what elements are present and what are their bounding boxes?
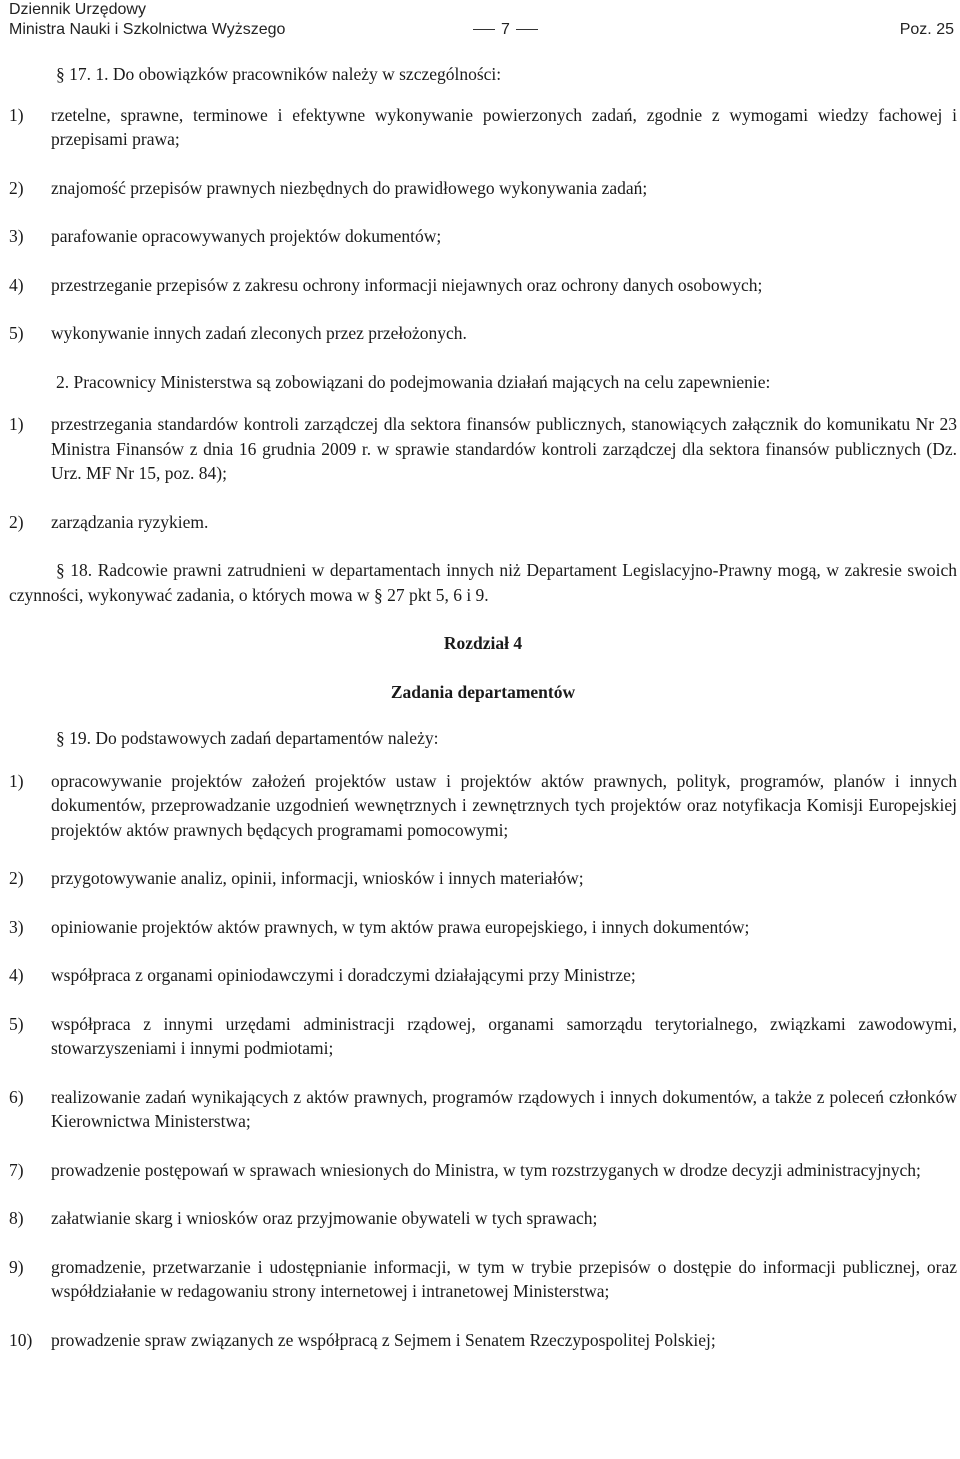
section-18: § 18. Radcowie prawni zatrudnieni w departamentach innych niż Departament Legislacyjno-Prawny mogą, w zakresie swoich czynności, wykonywać zadania, o których mowa w § 27 pkt 5, 6 i 9.: [9, 560, 957, 605]
list-item: 2) przygotowywanie analiz, opinii, informacji, wniosków i innych materiałów;: [9, 868, 584, 888]
list-item: 10) prowadzenie spraw związanych ze współpracą z Sejmem i Senatem Rzeczypospolitej Polskiej;: [9, 1329, 716, 1350]
list-item: 6) realizowanie zadań wynikających z aktów prawnych, programów rządowych i innych dokumentów, a także z poleceń członków Kierownictwa Ministerstwa;: [9, 1086, 957, 1131]
list-item: 5) wykonywanie innych zadań zleconych przez przełożonych.: [9, 323, 467, 343]
page-header: [9, 0, 954, 44]
issuer-name: Ministra Nauki i Szkolnictwa Wyższego: [9, 21, 286, 38]
list-item: 1) rzetelne, sprawne, terminowe i efektywne wykonywanie powierzonych zadań, zgodnie z wymogami wiedzy fachowej i przepisami prawa;: [9, 104, 957, 149]
list-item: 4) współpraca z organami opiniodawczymi i doradczymi działającymi przy Ministrze;: [9, 965, 636, 985]
list-item: 1) przestrzegania standardów kontroli zarządczej dla sektora finansów publicznych, stanowiących załącznik do komunikatu Nr 23 Ministra Finansów z dnia 16 grudnia 2009 r. w sprawie standardów kontroli zarządczej dla sektora finansów publicznych (Dz. Urz. MF Nr 15, poz. 84);: [9, 414, 957, 483]
list-item: 7) prowadzenie postępowań w sprawach wniesionych do Ministra, w tym rozstrzyganych w drodze decyzji administracyjnych;: [9, 1159, 921, 1180]
document-body: [9, 62, 957, 1352]
list-item: 2) znajomość przepisów prawnych niezbędnych do prawidłowego wykonywania zadań;: [9, 177, 648, 198]
section-17-paragraph-2: 2. Pracownicy Ministerstwa są zobowiązani do podejmowania działań mających na celu zapewnienie:: [56, 371, 771, 392]
section-19-heading: § 19. Do podstawowych zadań departamentów należy:: [56, 728, 439, 748]
journal-title: Dziennik Urzędowy: [9, 1, 146, 18]
page-number: 7: [473, 20, 538, 40]
section-17-heading: § 17. 1. Do obowiązków pracowników należy w szczególności:: [56, 64, 502, 84]
list-item: 2) zarządzania ryzykiem.: [9, 511, 209, 532]
list-item: 9) gromadzenie, przetwarzanie i udostępnianie informacji, w tym w trybie przepisów o dostępie do informacji publicznej, oraz współdziałanie w redagowaniu strony internetowej i intranetowej Ministerstwa;: [9, 1256, 957, 1301]
list-item: 1) opracowywanie projektów założeń projektów ustaw i projektów aktów prawnych, polityk, programów, planów i innych dokumentów, przeprowadzanie uzgodnień wewnętrznych i zewnętrznych tych projektów oraz notyfikacja Komisji Europejskiej projektów aktów prawnych będących programami pomocowymi;: [9, 770, 957, 840]
list-item: 3) opiniowanie projektów aktów prawnych, w tym aktów prawa europejskiego, i innych dokumentów;: [9, 916, 750, 937]
list-item: 3) parafowanie opracowywanych projektów dokumentów;: [9, 226, 442, 246]
position-number: Poz. 25: [899, 21, 954, 38]
chapter-subtitle: Zadania departamentów: [390, 681, 576, 702]
header-row: [9, 20, 954, 40]
list-item: 5) współpraca z innymi urzędami administracji rządowej, organami samorządu terytorialnego, związkami zawodowymi, stowarzyszeniami i innymi podmiotami;: [9, 1013, 957, 1058]
list-item: 4) przestrzeganie przepisów z zakresu ochrony informacji niejawnych oraz ochrony danych osobowych;: [9, 274, 763, 295]
chapter-title: Rozdział 4: [443, 633, 523, 653]
list-item: 8) załatwianie skarg i wniosków oraz przyjmowanie obywateli w tych sprawach;: [9, 1208, 598, 1228]
